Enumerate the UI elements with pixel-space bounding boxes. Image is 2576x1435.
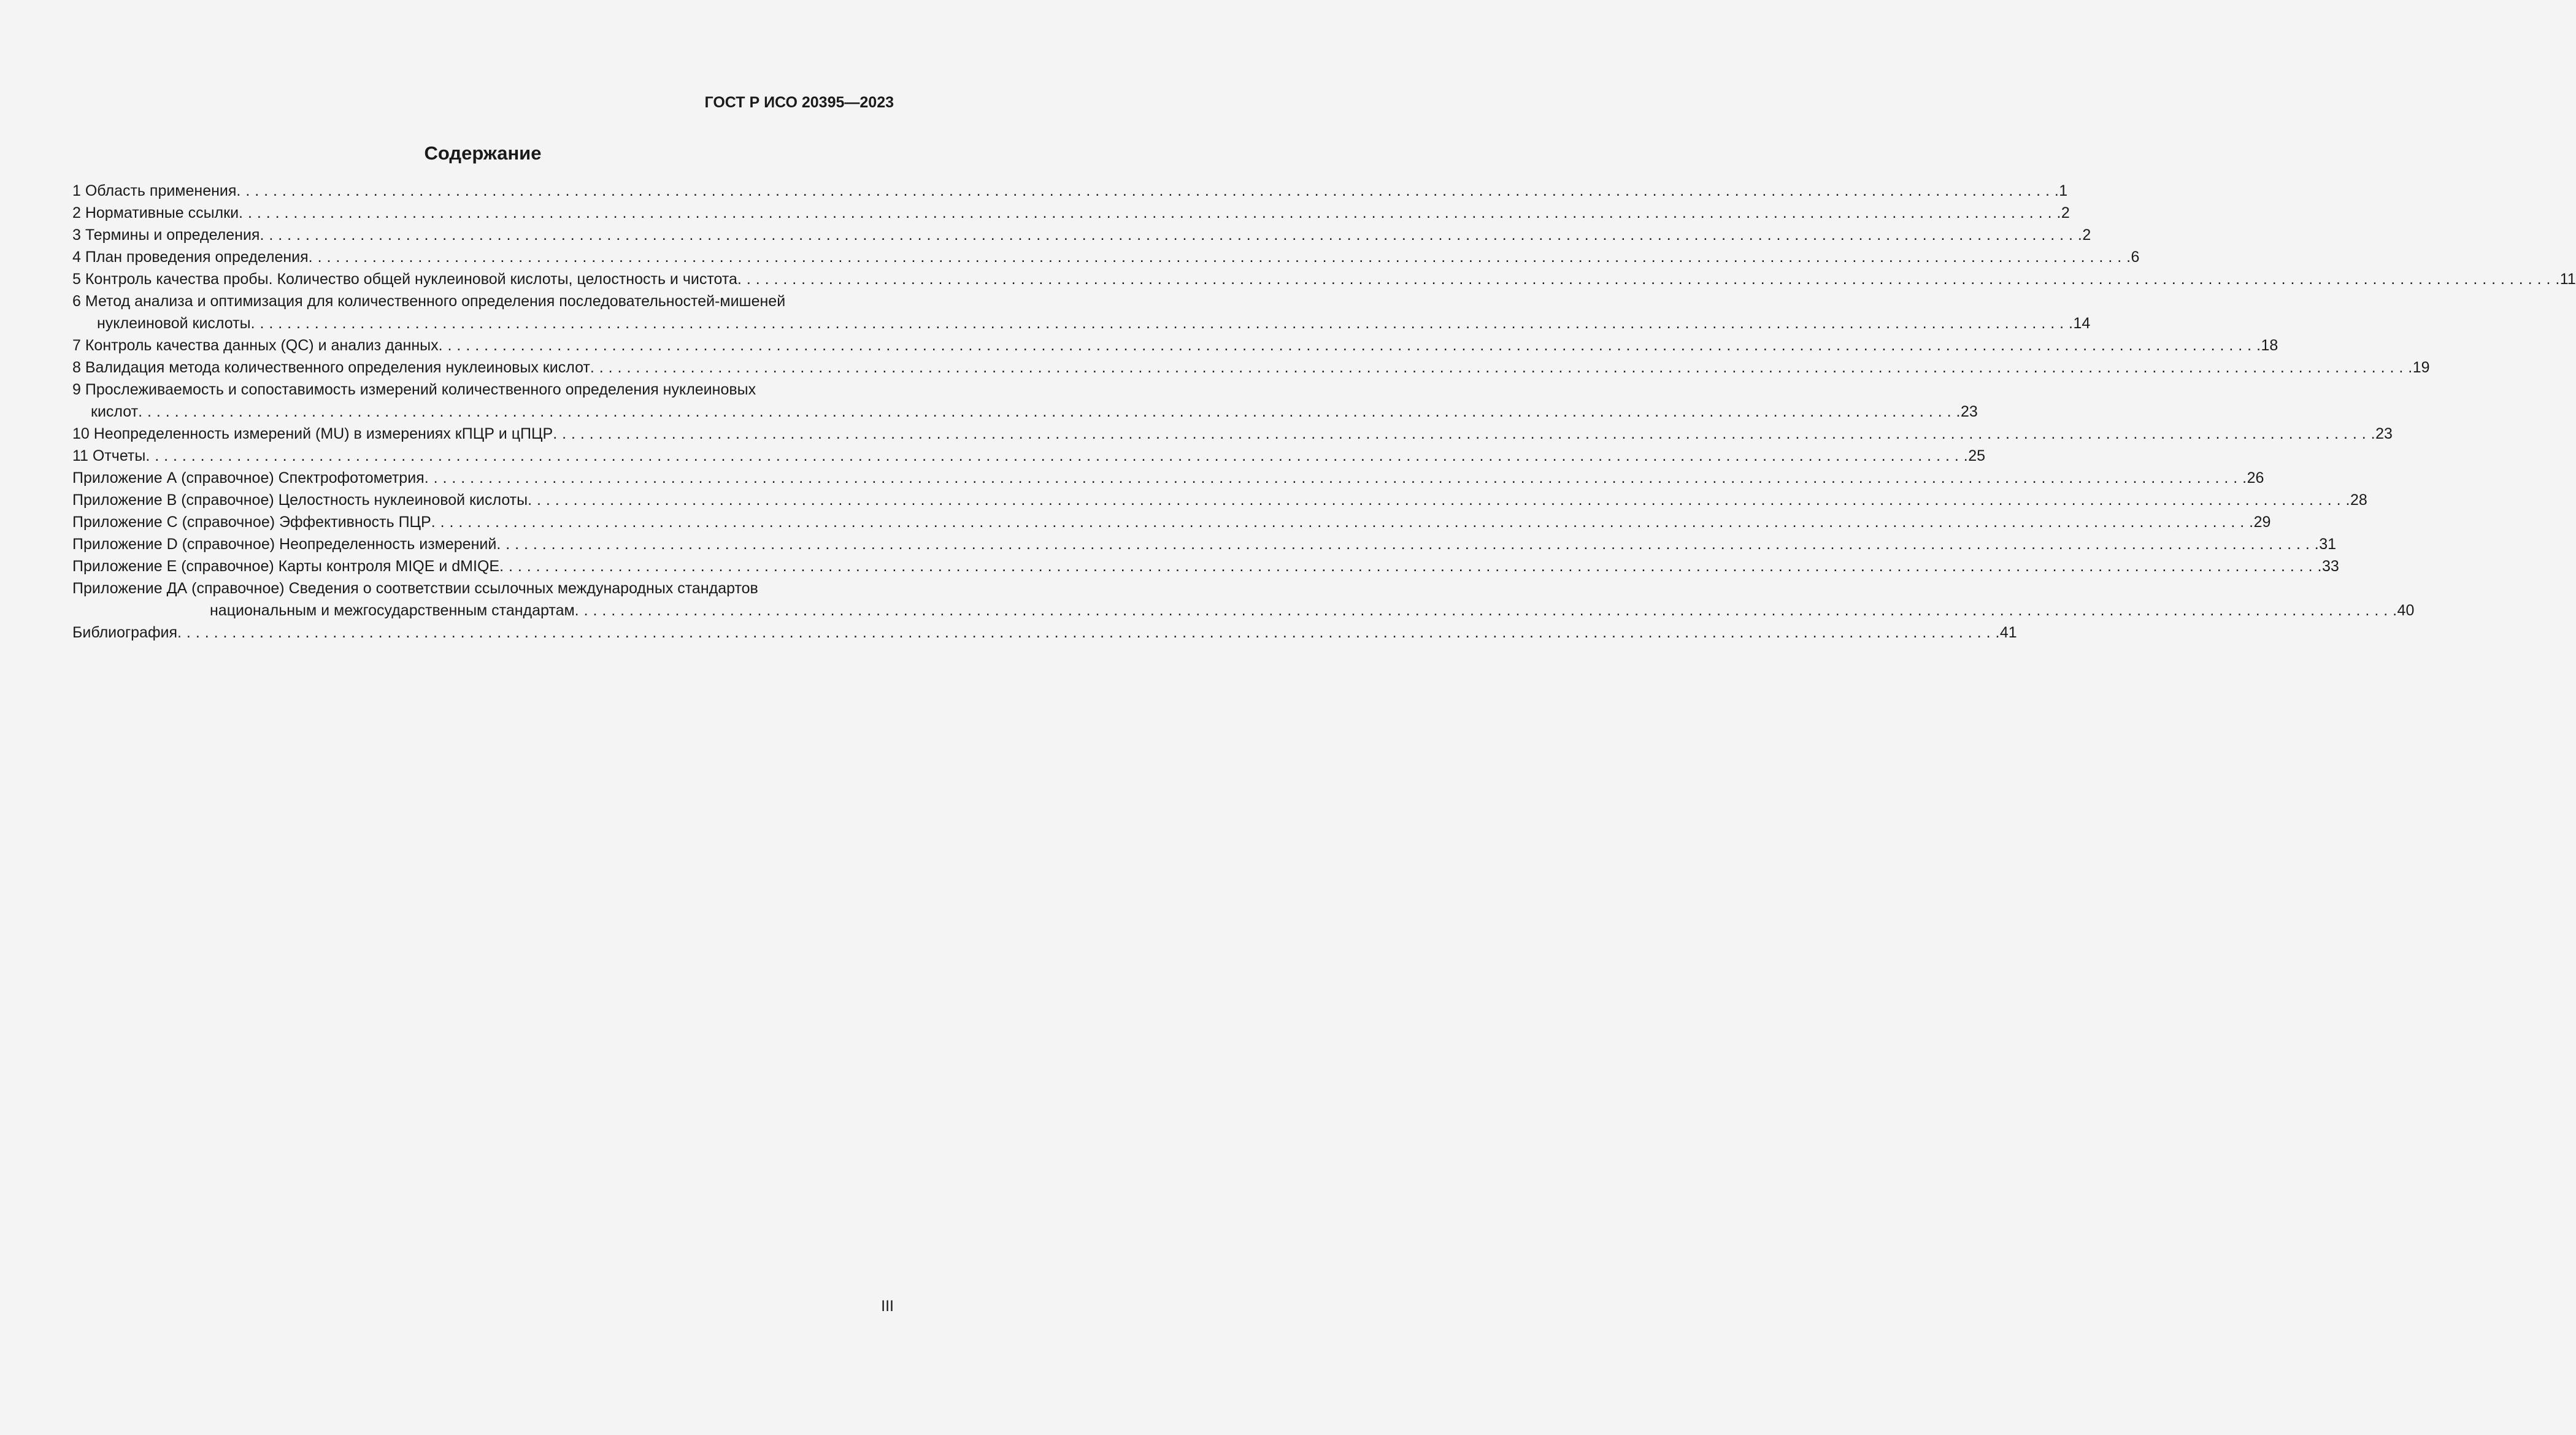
- toc-entry-11[interactable]: [72, 445, 1985, 467]
- toc-entry-title: 7 Контроль качества данных (QC) и анализ данных: [72, 337, 439, 354]
- document-code: ГОСТ Р ИСО 20395—2023: [704, 94, 894, 111]
- page-number: III: [881, 1298, 894, 1315]
- toc-entry-title: 5 Контроль качества пробы. Количество общей нуклеиновой кислоты, целостность и чистота: [72, 271, 737, 288]
- toc-entry-6[interactable]: [72, 290, 2091, 334]
- toc-leader-dots: . . . . . . . . . . . . . . . . . . . . . . . . . . . . . . . . . . . . . . . . . . . . . . . . . . . . . . . . . . . . . . . . . . . . . . . . . . . . . . . . . . . . . . . . . . . . . . . . . . . . . . . . . . . . . . . . . . . . . . . . . . . . . . . . . . . . . . . . . . . . . . . . . . . . . . . . . . . . . . . . . . . . . . . . . . . . . . . . . . . . . . . . . . . . . . . . . . . . . . . .: [138, 403, 1961, 420]
- toc-entry-title: 3 Термины и определения: [72, 226, 260, 244]
- toc-leader-dots: . . . . . . . . . . . . . . . . . . . . . . . . . . . . . . . . . . . . . . . . . . . . . . . . . . . . . . . . . . . . . . . . . . . . . . . . . . . . . . . . . . . . . . . . . . . . . . . . . . . . . . . . . . . . . . . . . . . . . . . . . . . . . . . . . . . . . . . . . . . . . . . . . . . . . . . . . . . . . . . . . . . . . . . . . . . . . . . . . . . . . . . . . . . . . . . . . . . . . . . .: [499, 558, 2322, 575]
- toc-leader-dots: . . . . . . . . . . . . . . . . . . . . . . . . . . . . . . . . . . . . . . . . . . . . . . . . . . . . . . . . . . . . . . . . . . . . . . . . . . . . . . . . . . . . . . . . . . . . . . . . . . . . . . . . . . . . . . . . . . . . . . . . . . . . . . . . . . . . . . . . . . . . . . . . . . . . . . . . . . . . . . . . . . . . . . . . . . . . . . . . . . . . . . . . . . . . . . . . . . . . . . . .: [145, 447, 1969, 464]
- toc-entry-title: Приложение С (справочное) Эффективность ПЦР: [72, 514, 431, 531]
- toc-page-number: 2: [2061, 204, 2070, 221]
- toc-entry-appendix-da[interactable]: [72, 577, 2415, 621]
- toc-leader-dots: . . . . . . . . . . . . . . . . . . . . . . . . . . . . . . . . . . . . . . . . . . . . . . . . . . . . . . . . . . . . . . . . . . . . . . . . . . . . . . . . . . . . . . . . . . . . . . . . . . . . . . . . . . . . . . . . . . . . . . . . . . . . . . . . . . . . . . . . . . . . . . . . . . . . . . . . . . . . . . . . . . . . . . . . . . . . . . . . . . . . . . . . . . . . . . . . . . . . . . . .: [239, 204, 2061, 221]
- toc-leader-dots: . . . . . . . . . . . . . . . . . . . . . . . . . . . . . . . . . . . . . . . . . . . . . . . . . . . . . . . . . . . . . . . . . . . . . . . . . . . . . . . . . . . . . . . . . . . . . . . . . . . . . . . . . . . . . . . . . . . . . . . . . . . . . . . . . . . . . . . . . . . . . . . . . . . . . . . . . . . . . . . . . . . . . . . . . . . . . . . . . . . . . . . . . . . . . . . . . . . . . . . .: [308, 248, 2131, 266]
- toc-heading: Содержание: [424, 142, 542, 164]
- toc-page-number: 40: [2397, 602, 2415, 619]
- toc-page-number: 26: [2247, 469, 2264, 487]
- toc-page-number: 25: [1968, 447, 1985, 464]
- toc-entry-title: кислот: [91, 403, 139, 420]
- toc-entry-7[interactable]: [72, 334, 2278, 356]
- toc-entry-title: нуклеиновой кислоты: [97, 315, 251, 332]
- toc-entry-title: Библиография: [72, 624, 178, 641]
- toc-page-number: 31: [2319, 536, 2337, 553]
- toc-entry-5[interactable]: [72, 268, 2576, 290]
- toc-page-number: 2: [2082, 226, 2091, 244]
- toc-entry-8[interactable]: [72, 356, 2430, 379]
- toc-entry-title: Приложение А (справочное) Спектрофотометрия: [72, 469, 425, 487]
- toc-entry-title-first-line: Приложение ДА (справочное) Сведения о соответствии ссылочных международных стандартов: [72, 580, 758, 597]
- toc-page-number: 29: [2253, 514, 2271, 531]
- toc-entry-title: 1 Область применения: [72, 182, 237, 199]
- toc-entry-2[interactable]: [72, 202, 2070, 224]
- toc-entry-9[interactable]: [72, 379, 1978, 423]
- toc-page-number: 28: [2350, 491, 2367, 509]
- toc-entry-appendix-e[interactable]: [72, 555, 2339, 577]
- table-of-contents: [72, 180, 2576, 644]
- toc-leader-dots: . . . . . . . . . . . . . . . . . . . . . . . . . . . . . . . . . . . . . . . . . . . . . . . . . . . . . . . . . . . . . . . . . . . . . . . . . . . . . . . . . . . . . . . . . . . . . . . . . . . . . . . . . . . . . . . . . . . . . . . . . . . . . . . . . . . . . . . . . . . . . . . . . . . . . . . . . . . . . . . . . . . . . . . . . . . . . . . . . . . . . . . . . . . . . . . . . . . . . . . .: [177, 624, 2000, 641]
- toc-leader-dots: . . . . . . . . . . . . . . . . . . . . . . . . . . . . . . . . . . . . . . . . . . . . . . . . . . . . . . . . . . . . . . . . . . . . . . . . . . . . . . . . . . . . . . . . . . . . . . . . . . . . . . . . . . . . . . . . . . . . . . . . . . . . . . . . . . . . . . . . . . . . . . . . . . . . . . . . . . . . . . . . . . . . . . . . . . . . . . . . . . . . . . . . . . . . . . . . . . . . . . . .: [528, 491, 2350, 509]
- toc-entry-appendix-d[interactable]: [72, 533, 2337, 555]
- toc-leader-dots: . . . . . . . . . . . . . . . . . . . . . . . . . . . . . . . . . . . . . . . . . . . . . . . . . . . . . . . . . . . . . . . . . . . . . . . . . . . . . . . . . . . . . . . . . . . . . . . . . . . . . . . . . . . . . . . . . . . . . . . . . . . . . . . . . . . . . . . . . . . . . . . . . . . . . . . . . . . . . . . . . . . . . . . . . . . . . . . . . . . . . . . . . . . . . . . . . . . . . . . .: [260, 226, 2083, 244]
- toc-page-number: 33: [2321, 558, 2339, 575]
- toc-entry-title-first-line: 6 Метод анализа и оптимизация для количественного определения последовательностей-мишеней: [72, 293, 786, 310]
- toc-leader-dots: . . . . . . . . . . . . . . . . . . . . . . . . . . . . . . . . . . . . . . . . . . . . . . . . . . . . . . . . . . . . . . . . . . . . . . . . . . . . . . . . . . . . . . . . . . . . . . . . . . . . . . . . . . . . . . . . . . . . . . . . . . . . . . . . . . . . . . . . . . . . . . . . . . . . . . . . . . . . . . . . . . . . . . . . . . . . . . . . . . . . . . . . . . . . . . . . . . . . . . . .: [737, 271, 2560, 288]
- toc-leader-dots: . . . . . . . . . . . . . . . . . . . . . . . . . . . . . . . . . . . . . . . . . . . . . . . . . . . . . . . . . . . . . . . . . . . . . . . . . . . . . . . . . . . . . . . . . . . . . . . . . . . . . . . . . . . . . . . . . . . . . . . . . . . . . . . . . . . . . . . . . . . . . . . . . . . . . . . . . . . . . . . . . . . . . . . . . . . . . . . . . . . . . . . . . . . . . . . . . . . . . . . .: [574, 602, 2397, 619]
- toc-entry-appendix-a[interactable]: [72, 467, 2264, 489]
- toc-leader-dots: . . . . . . . . . . . . . . . . . . . . . . . . . . . . . . . . . . . . . . . . . . . . . . . . . . . . . . . . . . . . . . . . . . . . . . . . . . . . . . . . . . . . . . . . . . . . . . . . . . . . . . . . . . . . . . . . . . . . . . . . . . . . . . . . . . . . . . . . . . . . . . . . . . . . . . . . . . . . . . . . . . . . . . . . . . . . . . . . . . . . . . . . . . . . . . . . . . . . . . . .: [250, 315, 2074, 332]
- toc-entry-appendix-b[interactable]: [72, 489, 2367, 511]
- toc-page-number: 23: [1960, 403, 1978, 420]
- toc-entry-title: 11 Отчеты: [72, 447, 146, 464]
- toc-entry-appendix-c[interactable]: [72, 511, 2271, 533]
- toc-entry-bibliography[interactable]: [72, 621, 2017, 644]
- toc-entry-title: Приложение Е (справочное) Карты контроля MIQE и dMIQE: [72, 558, 500, 575]
- toc-entry-title: 8 Валидация метода количественного определения нуклеиновых кислот: [72, 359, 590, 376]
- toc-leader-dots: . . . . . . . . . . . . . . . . . . . . . . . . . . . . . . . . . . . . . . . . . . . . . . . . . . . . . . . . . . . . . . . . . . . . . . . . . . . . . . . . . . . . . . . . . . . . . . . . . . . . . . . . . . . . . . . . . . . . . . . . . . . . . . . . . . . . . . . . . . . . . . . . . . . . . . . . . . . . . . . . . . . . . . . . . . . . . . . . . . . . . . . . . . . . . . . . . . . . . . . .: [431, 514, 2254, 531]
- toc-leader-dots: . . . . . . . . . . . . . . . . . . . . . . . . . . . . . . . . . . . . . . . . . . . . . . . . . . . . . . . . . . . . . . . . . . . . . . . . . . . . . . . . . . . . . . . . . . . . . . . . . . . . . . . . . . . . . . . . . . . . . . . . . . . . . . . . . . . . . . . . . . . . . . . . . . . . . . . . . . . . . . . . . . . . . . . . . . . . . . . . . . . . . . . . . . . . . . . . . . . . . . . .: [438, 337, 2261, 354]
- toc-page-number: 19: [2412, 359, 2430, 376]
- toc-entry-title-first-line: 9 Прослеживаемость и сопоставимость измерений количественного определения нуклеиновых: [72, 381, 756, 398]
- toc-leader-dots: . . . . . . . . . . . . . . . . . . . . . . . . . . . . . . . . . . . . . . . . . . . . . . . . . . . . . . . . . . . . . . . . . . . . . . . . . . . . . . . . . . . . . . . . . . . . . . . . . . . . . . . . . . . . . . . . . . . . . . . . . . . . . . . . . . . . . . . . . . . . . . . . . . . . . . . . . . . . . . . . . . . . . . . . . . . . . . . . . . . . . . . . . . . . . . . . . . . . . . . .: [236, 182, 2059, 199]
- toc-page-number: 18: [2261, 337, 2278, 354]
- toc-page-number: 6: [2131, 248, 2140, 266]
- toc-leader-dots: . . . . . . . . . . . . . . . . . . . . . . . . . . . . . . . . . . . . . . . . . . . . . . . . . . . . . . . . . . . . . . . . . . . . . . . . . . . . . . . . . . . . . . . . . . . . . . . . . . . . . . . . . . . . . . . . . . . . . . . . . . . . . . . . . . . . . . . . . . . . . . . . . . . . . . . . . . . . . . . . . . . . . . . . . . . . . . . . . . . . . . . . . . . . . . . . . . . . . . . .: [590, 359, 2413, 376]
- toc-leader-dots: . . . . . . . . . . . . . . . . . . . . . . . . . . . . . . . . . . . . . . . . . . . . . . . . . . . . . . . . . . . . . . . . . . . . . . . . . . . . . . . . . . . . . . . . . . . . . . . . . . . . . . . . . . . . . . . . . . . . . . . . . . . . . . . . . . . . . . . . . . . . . . . . . . . . . . . . . . . . . . . . . . . . . . . . . . . . . . . . . . . . . . . . . . . . . . . . . . . . . . . .: [496, 536, 2320, 553]
- toc-page-number: 41: [1999, 624, 2017, 641]
- toc-entry-title: 10 Неопределенность измерений (MU) в измерениях кПЦР и цПЦР: [72, 425, 553, 442]
- toc-entry-10[interactable]: [72, 423, 2393, 445]
- toc-leader-dots: . . . . . . . . . . . . . . . . . . . . . . . . . . . . . . . . . . . . . . . . . . . . . . . . . . . . . . . . . . . . . . . . . . . . . . . . . . . . . . . . . . . . . . . . . . . . . . . . . . . . . . . . . . . . . . . . . . . . . . . . . . . . . . . . . . . . . . . . . . . . . . . . . . . . . . . . . . . . . . . . . . . . . . . . . . . . . . . . . . . . . . . . . . . . . . . . . . . . . . . .: [424, 469, 2247, 487]
- toc-page-number: 14: [2073, 315, 2091, 332]
- toc-entry-title: 4 План проведения определения: [72, 248, 309, 266]
- toc-entry-title: Приложение D (справочное) Неопределенность измерений: [72, 536, 497, 553]
- toc-leader-dots: . . . . . . . . . . . . . . . . . . . . . . . . . . . . . . . . . . . . . . . . . . . . . . . . . . . . . . . . . . . . . . . . . . . . . . . . . . . . . . . . . . . . . . . . . . . . . . . . . . . . . . . . . . . . . . . . . . . . . . . . . . . . . . . . . . . . . . . . . . . . . . . . . . . . . . . . . . . . . . . . . . . . . . . . . . . . . . . . . . . . . . . . . . . . . . . . . . . . . . . .: [553, 425, 2376, 442]
- toc-entry-1[interactable]: [72, 180, 2068, 202]
- toc-page-number: 23: [2375, 425, 2393, 442]
- toc-page-number: 1: [2059, 182, 2068, 199]
- toc-entry-4[interactable]: [72, 246, 2140, 268]
- toc-entry-title: национальным и межгосударственным стандартам: [210, 602, 575, 619]
- toc-page-number: 11: [2559, 271, 2576, 288]
- toc-entry-3[interactable]: [72, 224, 2091, 246]
- toc-entry-title: 2 Нормативные ссылки: [72, 204, 239, 221]
- toc-entry-title: Приложение В (справочное) Целостность нуклеиновой кислоты: [72, 491, 528, 509]
